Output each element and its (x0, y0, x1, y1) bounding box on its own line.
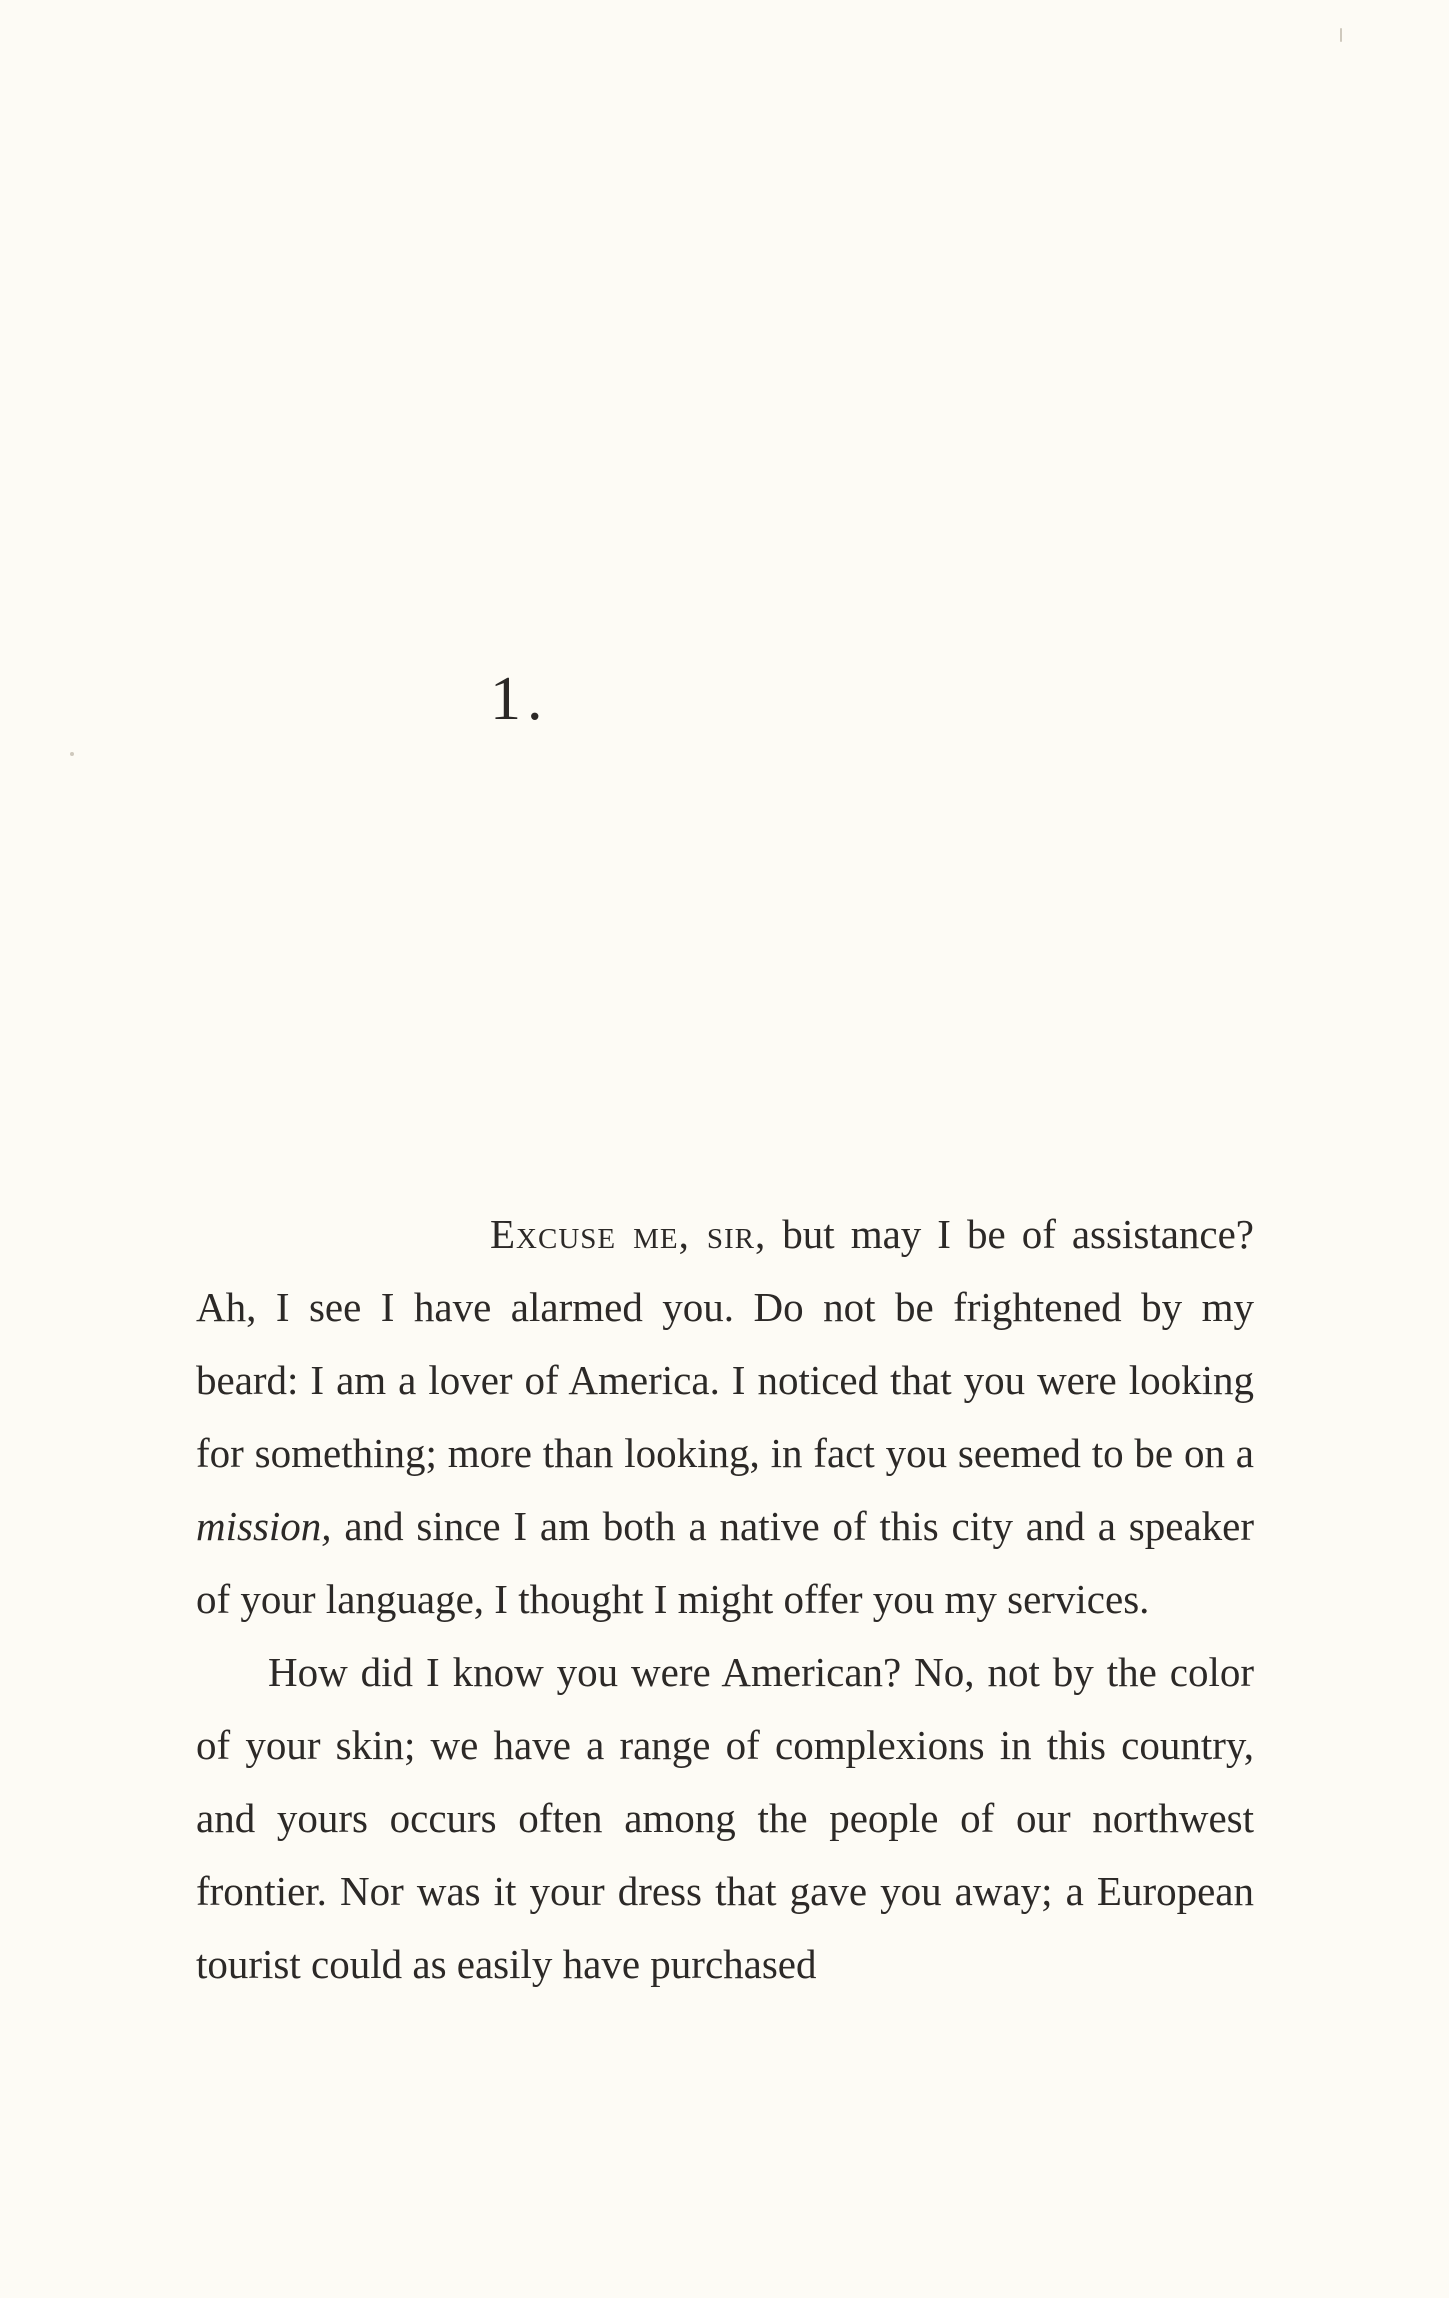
paragraph-1-text-a: but may I be of assistance? Ah, I see I have alarmed you. Do not be frightened by my beard: I am a lover of America. I noticed that you were looking for something; more than looking, in fact you seemed to be on a (196, 1211, 1254, 1476)
paragraph-2: How did I know you were American? No, not by the color of your skin; we have a range of complexions in this country, and yours occurs often among the people of our northwest frontier. Nor was it your dress that gave you away; a European tourist could as easily have purchased (196, 1649, 1254, 1987)
paragraph-1-text-b: and since I am both a native of this city and a speaker of your language, I thought I might offer you my services. (196, 1503, 1254, 1622)
opening-words: Excuse me, sir, (490, 1211, 767, 1257)
chapter-body-text (196, 1198, 1254, 2001)
paper-speck (70, 752, 74, 756)
chapter-number: 1. (490, 665, 549, 733)
paragraph-1 (196, 1198, 1254, 1636)
paper-speck (1340, 28, 1342, 42)
italic-word: mission, (196, 1503, 332, 1549)
